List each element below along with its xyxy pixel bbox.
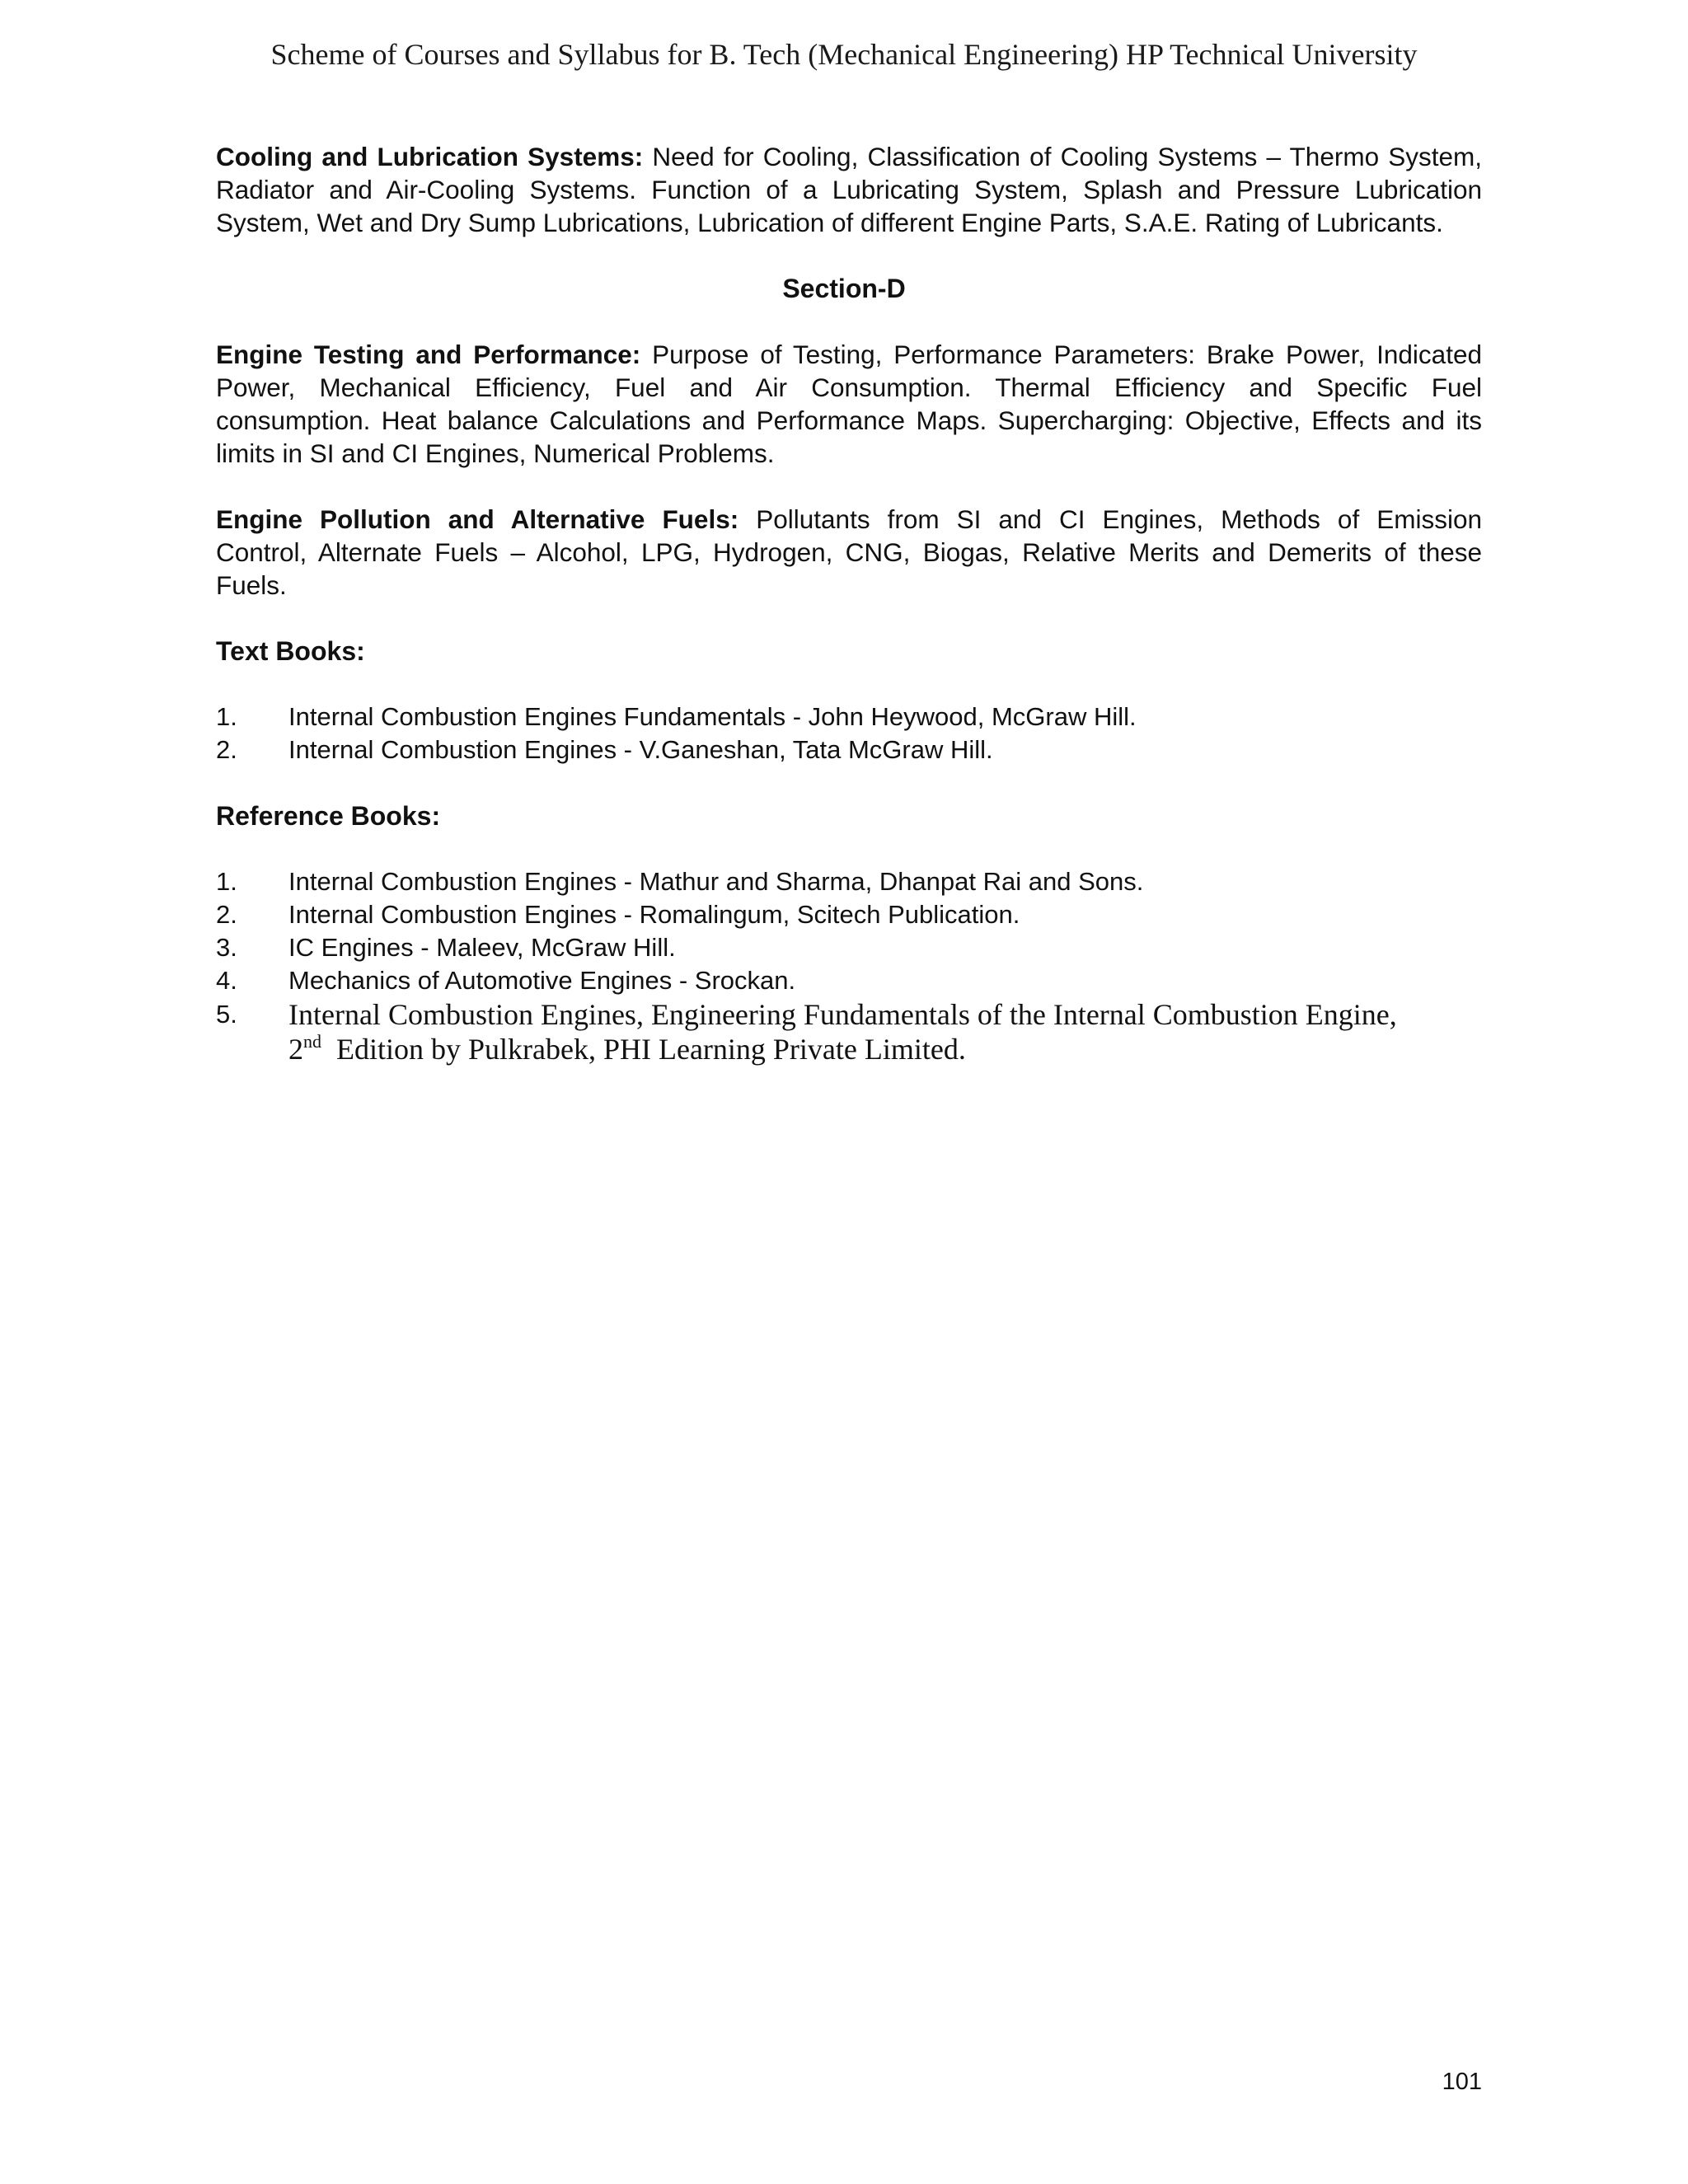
list-item-text-line2 bbox=[288, 1032, 1482, 1066]
list-item-text: Internal Combustion Engines - Mathur and Sharma, Dhanpat Rai and Sons. bbox=[288, 867, 1144, 896]
cooling-text-line1: Need for Cooling, Classification of Cooling Systems – Thermo System, bbox=[652, 142, 1482, 171]
list-item bbox=[216, 964, 1482, 997]
list-item bbox=[216, 733, 1482, 766]
list-item-number: 2. bbox=[216, 900, 237, 929]
page-header: Scheme of Courses and Syllabus for B. Tech (Mechanical Engineering) HP Technical University bbox=[270, 38, 1418, 71]
list-item bbox=[216, 997, 1482, 1066]
list-item-number: 5. bbox=[216, 1000, 237, 1029]
list-item-text: Internal Combustion Engines - Romalingum, Scitech Publication. bbox=[288, 900, 1020, 929]
testing-heading: Engine Testing and Performance: bbox=[216, 340, 641, 369]
page-number: 101 bbox=[1442, 2069, 1482, 2095]
reference-books-list bbox=[216, 865, 1482, 1066]
pollution-text-line3: Fuels. bbox=[216, 570, 287, 600]
text-books-heading: Text Books: bbox=[216, 636, 365, 666]
cooling-paragraph bbox=[216, 140, 1482, 239]
testing-text-line3: consumption. Heat balance Calculations and Performance Maps. Supercharging: Objective, Effects and its bbox=[216, 405, 1482, 435]
list-item-number: 3. bbox=[216, 933, 237, 962]
pollution-paragraph bbox=[216, 503, 1482, 602]
cooling-heading: Cooling and Lubrication Systems: bbox=[216, 142, 644, 171]
testing-text-line1: Purpose of Testing, Performance Parameters: Brake Power, Indicated bbox=[652, 340, 1482, 369]
list-item-number: 1. bbox=[216, 867, 237, 896]
pollution-text-line1: Pollutants from SI and CI Engines, Methods of Emission bbox=[756, 504, 1482, 534]
cooling-text-line2: Radiator and Air-Cooling Systems. Function of a Lubricating System, Splash and Pressure Lubrication bbox=[216, 175, 1482, 204]
list-item bbox=[216, 701, 1482, 733]
list-item-number: 1. bbox=[216, 702, 237, 731]
list-item-text: IC Engines - Maleev, McGraw Hill. bbox=[288, 933, 676, 962]
testing-paragraph bbox=[216, 338, 1482, 470]
list-item bbox=[216, 865, 1482, 898]
reference-books-heading: Reference Books: bbox=[216, 801, 441, 831]
text-books-list bbox=[216, 701, 1482, 766]
edition-text: Edition by Pulkrabek, PHI Learning Private Limited. bbox=[336, 1033, 966, 1066]
list-item bbox=[216, 898, 1482, 931]
testing-text-line4: limits in SI and CI Engines, Numerical Problems. bbox=[216, 438, 775, 468]
pollution-heading: Engine Pollution and Alternative Fuels: bbox=[216, 504, 739, 534]
list-item-text: Mechanics of Automotive Engines - Srockan. bbox=[288, 966, 796, 995]
list-item-text: Internal Combustion Engines - V.Ganeshan, Tata McGraw Hill. bbox=[288, 735, 993, 764]
pollution-text-line2: Control, Alternate Fuels – Alcohol, LPG, Hydrogen, CNG, Biogas, Relative Merits and Demerits of these bbox=[216, 537, 1482, 567]
list-item-text: Internal Combustion Engines Fundamentals - John Heywood, McGraw Hill. bbox=[288, 702, 1137, 731]
edition-number: 2 bbox=[288, 1033, 303, 1066]
section-title: Section-D bbox=[782, 274, 906, 303]
testing-text-line2: Power, Mechanical Efficiency, Fuel and Air Consumption. Thermal Efficiency and Specific Fuel bbox=[216, 373, 1482, 402]
edition-ordinal: nd bbox=[303, 1031, 321, 1052]
list-item-text-line1: Internal Combustion Engines, Engineering Fundamentals of the Internal Combustion Engine, bbox=[288, 998, 1397, 1031]
cooling-text-line3: System, Wet and Dry Sump Lubrications, Lubrication of different Engine Parts, S.A.E. Rating of Lubricants. bbox=[216, 208, 1443, 237]
list-item-number: 4. bbox=[216, 966, 237, 995]
list-item-number: 2. bbox=[216, 735, 237, 764]
list-item bbox=[216, 931, 1482, 964]
